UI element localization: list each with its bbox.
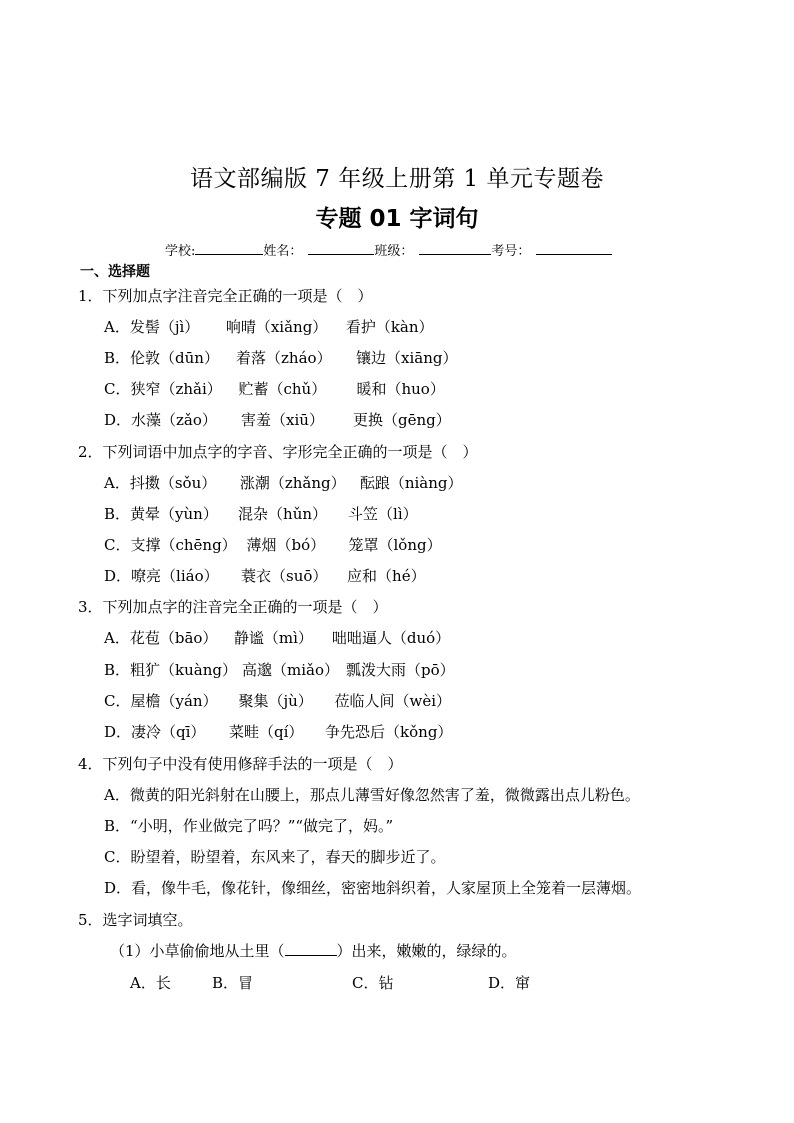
choice-b[interactable]: B．冒 bbox=[212, 974, 254, 992]
sub-question-text-before: （1）小草偷偷地从土里（ bbox=[110, 942, 285, 960]
option-item: 更换（gēng） bbox=[353, 411, 451, 429]
option-item: 瓢泼大雨（pō） bbox=[346, 661, 455, 679]
option-label: B． bbox=[104, 349, 131, 367]
option-item: 斗笠（lì） bbox=[348, 505, 418, 523]
question-4-option-a[interactable]: A．微黄的阳光斜射在山腰上，那点儿薄雪好像忽然害了羞，微微露出点儿粉色。 bbox=[104, 786, 640, 804]
student-info-row bbox=[165, 240, 612, 259]
question-2-stem: 2．下列词语中加点字的字音、字形完全正确的一项是（ ） bbox=[78, 443, 478, 461]
question-2-option-c[interactable] bbox=[104, 535, 442, 555]
option-label: A． bbox=[104, 474, 130, 492]
option-item: 酝踉（niàng） bbox=[359, 474, 463, 492]
choice-a[interactable]: A．长 bbox=[130, 974, 171, 992]
question-2-option-b[interactable] bbox=[104, 504, 418, 524]
option-item: 静谧（mì） bbox=[233, 629, 313, 647]
question-3-stem: 3．下列加点字的注音完全正确的一项是（ ） bbox=[78, 598, 388, 616]
school-label: 学校: bbox=[165, 244, 196, 259]
exam-no-label: 考号： bbox=[491, 244, 531, 259]
option-item: 响晴（xiǎng） bbox=[225, 318, 328, 336]
option-item: 争先恐后（kǒng） bbox=[325, 723, 453, 741]
question-5-sub-1-options bbox=[130, 973, 530, 993]
option-item: 笼罩（lǒng） bbox=[348, 536, 442, 554]
option-item: 凄冷（qī） bbox=[131, 723, 206, 741]
choice-d[interactable]: D．窜 bbox=[488, 974, 531, 992]
question-2-option-d[interactable] bbox=[104, 566, 426, 586]
option-item: 着落（zháo） bbox=[236, 349, 332, 367]
option-item: 应和（hé） bbox=[347, 567, 426, 585]
question-1-option-a[interactable] bbox=[104, 317, 434, 337]
option-item: 看护（kàn） bbox=[345, 318, 434, 336]
option-item: 狭窄（zhǎi） bbox=[130, 380, 222, 398]
option-item: 害羞（xiū） bbox=[241, 411, 324, 429]
school-blank[interactable] bbox=[195, 240, 263, 255]
option-label: B． bbox=[104, 505, 131, 523]
option-item: 暖和（huo） bbox=[356, 380, 445, 398]
question-1-option-d[interactable] bbox=[104, 410, 451, 430]
name-label: 姓名： bbox=[263, 244, 303, 259]
question-1-stem: 1．下列加点字注音完全正确的一项是（ ） bbox=[78, 287, 373, 305]
option-item: 薄烟（bó） bbox=[246, 536, 326, 554]
option-item: 聚集（jù） bbox=[238, 692, 313, 710]
question-3-option-b[interactable] bbox=[104, 660, 455, 680]
option-label: A． bbox=[104, 629, 130, 647]
question-2-option-a[interactable] bbox=[104, 473, 463, 493]
choice-c[interactable]: C．钻 bbox=[352, 974, 394, 992]
option-item: 伦敦（dūn） bbox=[130, 349, 219, 367]
fill-in-blank[interactable] bbox=[285, 941, 337, 956]
section-heading: 一、选择题 bbox=[80, 264, 150, 280]
option-item: 菜畦（qí） bbox=[229, 723, 304, 741]
exam-title: 语文部编版 7 年级上册第 1 单元专题卷 bbox=[189, 166, 604, 192]
question-3-option-d[interactable] bbox=[104, 722, 452, 742]
option-label: D． bbox=[104, 567, 132, 585]
option-item: 蓑衣（suō） bbox=[241, 567, 328, 585]
question-5-sub-1 bbox=[110, 941, 517, 961]
name-blank[interactable] bbox=[308, 240, 374, 255]
option-item: 水藻（zǎo） bbox=[131, 411, 217, 429]
sub-question-text-after: ）出来，嫩嫩的，绿绿的。 bbox=[336, 942, 517, 960]
option-item: 发髻（jì） bbox=[129, 318, 200, 336]
option-item: 镶边（xiāng） bbox=[356, 349, 458, 367]
question-4-option-d[interactable]: D．看，像牛毛，像花针，像细丝，密密地斜织着，人家屋顶上全笼着一层薄烟。 bbox=[104, 879, 642, 897]
option-label: D． bbox=[104, 723, 132, 741]
question-4-option-b[interactable]: B．“小明，作业做完了吗？”“做完了，妈。” bbox=[104, 817, 394, 835]
option-item: 高邈（miǎo） bbox=[242, 661, 340, 679]
question-3-option-a[interactable] bbox=[104, 628, 450, 648]
option-item: 嘹亮（liáo） bbox=[131, 567, 219, 585]
option-item: 支撑（chēng） bbox=[130, 536, 237, 554]
option-label: C． bbox=[104, 380, 131, 398]
option-item: 涨潮（zhǎng） bbox=[239, 474, 346, 492]
class-label: 班级： bbox=[374, 244, 414, 259]
option-item: 混杂（hǔn） bbox=[238, 505, 328, 523]
option-label: D． bbox=[104, 411, 132, 429]
option-item: 抖擞（sǒu） bbox=[129, 474, 217, 492]
question-1-option-c[interactable] bbox=[104, 379, 445, 399]
question-1-option-b[interactable] bbox=[104, 348, 458, 368]
question-5-stem: 5．选字词填空。 bbox=[78, 911, 193, 929]
option-item: 花苞（bāo） bbox=[129, 629, 218, 647]
option-label: C． bbox=[104, 536, 131, 554]
question-3-option-c[interactable] bbox=[104, 691, 451, 711]
option-item: 咄咄逼人（duó） bbox=[331, 629, 451, 647]
option-item: 莅临人间（wèi） bbox=[334, 692, 451, 710]
option-item: 黄晕（yùn） bbox=[130, 505, 218, 523]
exam-subtitle: 专题 01 字词句 bbox=[315, 206, 479, 232]
option-item: 屋檐（yán） bbox=[130, 692, 218, 710]
question-4-option-c[interactable]: C．盼望着，盼望着，东风来了，春天的脚步近了。 bbox=[104, 848, 446, 866]
option-item: 贮蓄（chǔ） bbox=[238, 380, 327, 398]
option-label: A． bbox=[104, 318, 130, 336]
option-item: 粗犷（kuàng） bbox=[130, 661, 237, 679]
class-blank[interactable] bbox=[419, 240, 491, 255]
question-4-stem: 4．下列句子中没有使用修辞手法的一项是（ ） bbox=[78, 755, 403, 773]
option-label: C． bbox=[104, 692, 131, 710]
exam-no-blank[interactable] bbox=[536, 240, 612, 255]
option-label: B． bbox=[104, 661, 131, 679]
